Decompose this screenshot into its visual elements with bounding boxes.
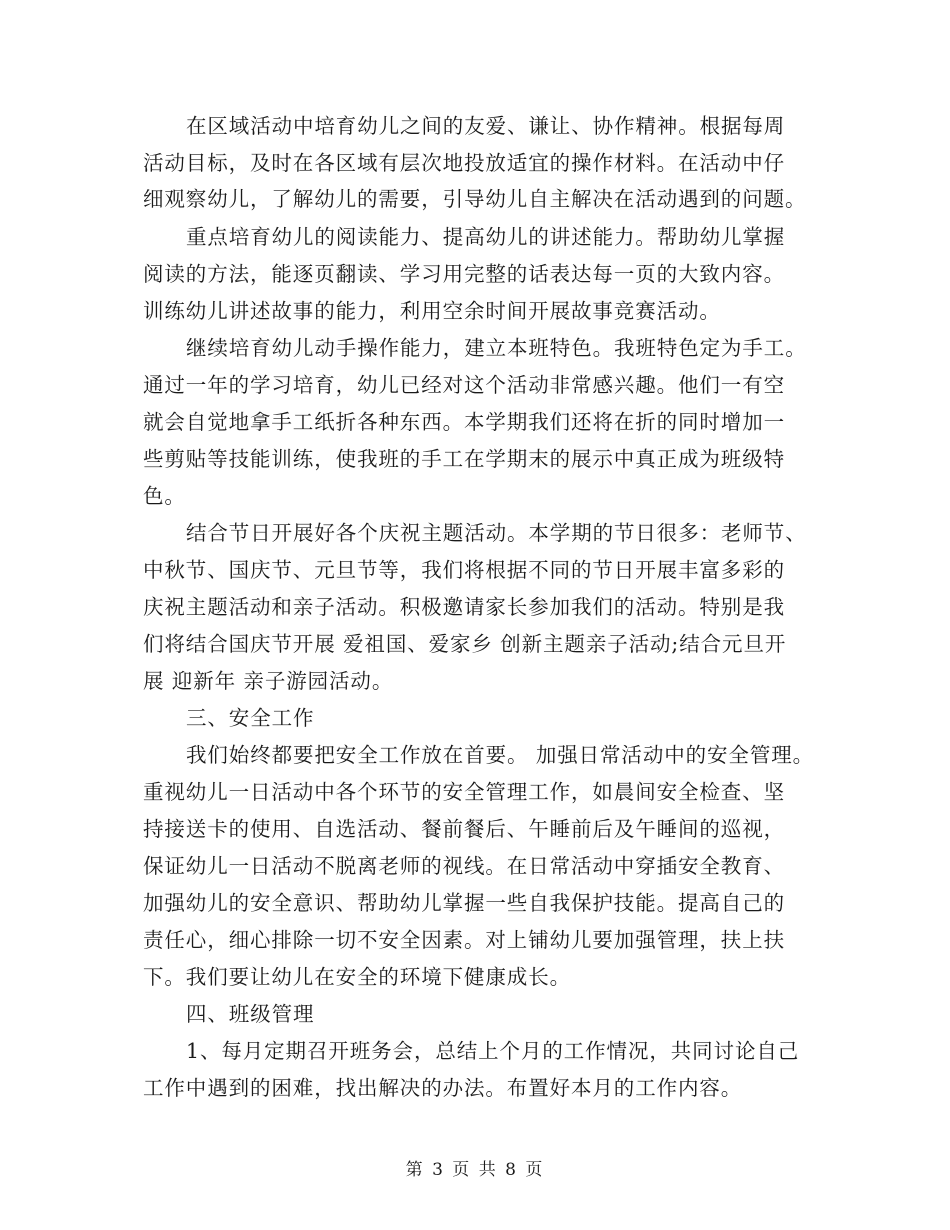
paragraph-line: 保证幼儿一日活动不脱离老师的视线。在日常活动中穿插安全教育、 — [143, 854, 785, 878]
paragraph-line: 些剪贴等技能训练，使我班的手工在学期末的展示中真正成为班级特 — [143, 447, 785, 471]
paragraph-line: 重点培育幼儿的阅读能力、提高幼儿的讲述能力。帮助幼儿掌握 — [186, 225, 786, 249]
paragraph-line: 持接送卡的使用、自选活动、餐前餐后、午睡前后及午睡间的巡视， — [143, 817, 785, 841]
paragraph-line: 中秋节、国庆节、元旦节等，我们将根据不同的节日开展丰富多彩的 — [143, 558, 785, 582]
paragraph-line: 1、每月定期召开班务会，总结上个月的工作情况，共同讨论自己 — [186, 1039, 800, 1063]
page-number-footer: 第 3 页 共 8 页 — [405, 1160, 545, 1180]
paragraph-line: 色。 — [143, 484, 186, 508]
paragraph-line: 展 迎新年 亲子游园活动。 — [143, 669, 394, 693]
paragraph-line: 工作中遇到的困难，找出解决的办法。布置好本月的工作内容。 — [143, 1076, 743, 1100]
paragraph-line: 活动目标，及时在各区域有层次地投放适宜的操作材料。在活动中仔 — [143, 151, 785, 175]
paragraph-line: 训练幼儿讲述故事的能力，利用空余时间开展故事竞赛活动。 — [143, 299, 721, 323]
paragraph-line: 结合节日开展好各个庆祝主题活动。本学期的节日很多：老师节、 — [186, 521, 807, 545]
paragraph-line: 我们始终都要把安全工作放在首要。 加强日常活动中的安全管理。 — [186, 743, 815, 767]
paragraph-line: 加强幼儿的安全意识、帮助幼儿掌握一些自我保护技能。提高自己的 — [143, 891, 785, 915]
paragraph-line: 通过一年的学习培育，幼儿已经对这个活动非常感兴趣。他们一有空 — [143, 373, 785, 397]
section-heading: 三、安全工作 — [186, 706, 315, 730]
paragraph-line: 细观察幼儿，了解幼儿的需要，引导幼儿自主解决在活动遇到的问题。 — [143, 187, 807, 211]
paragraph-line: 在区域活动中培育幼儿之间的友爱、谦让、协作精神。根据每周 — [186, 114, 786, 138]
paragraph-line: 就会自觉地拿手工纸折各种东西。本学期我们还将在折的同时增加一 — [143, 410, 785, 434]
paragraph-line: 重视幼儿一日活动中各个环节的安全管理工作，如晨间安全检查、坚 — [143, 780, 785, 804]
paragraph-line: 继续培育幼儿动手操作能力，建立本班特色。我班特色定为手工。 — [186, 336, 807, 360]
section-heading: 四、班级管理 — [186, 1002, 315, 1026]
paragraph-line: 下。我们要让幼儿在安全的环境下健康成长。 — [143, 965, 571, 989]
paragraph-line: 责任心，细心排除一切不安全因素。对上铺幼儿要加强管理，扶上扶 — [143, 928, 785, 952]
paragraph-line: 阅读的方法，能逐页翻读、学习用完整的话表达每一页的大致内容。 — [143, 262, 785, 286]
paragraph-line: 庆祝主题活动和亲子活动。积极邀请家长参加我们的活动。特别是我 — [143, 595, 785, 619]
paragraph-line: 们将结合国庆节开展 爱祖国、爱家乡 创新主题亲子活动;结合元旦开 — [143, 632, 787, 656]
